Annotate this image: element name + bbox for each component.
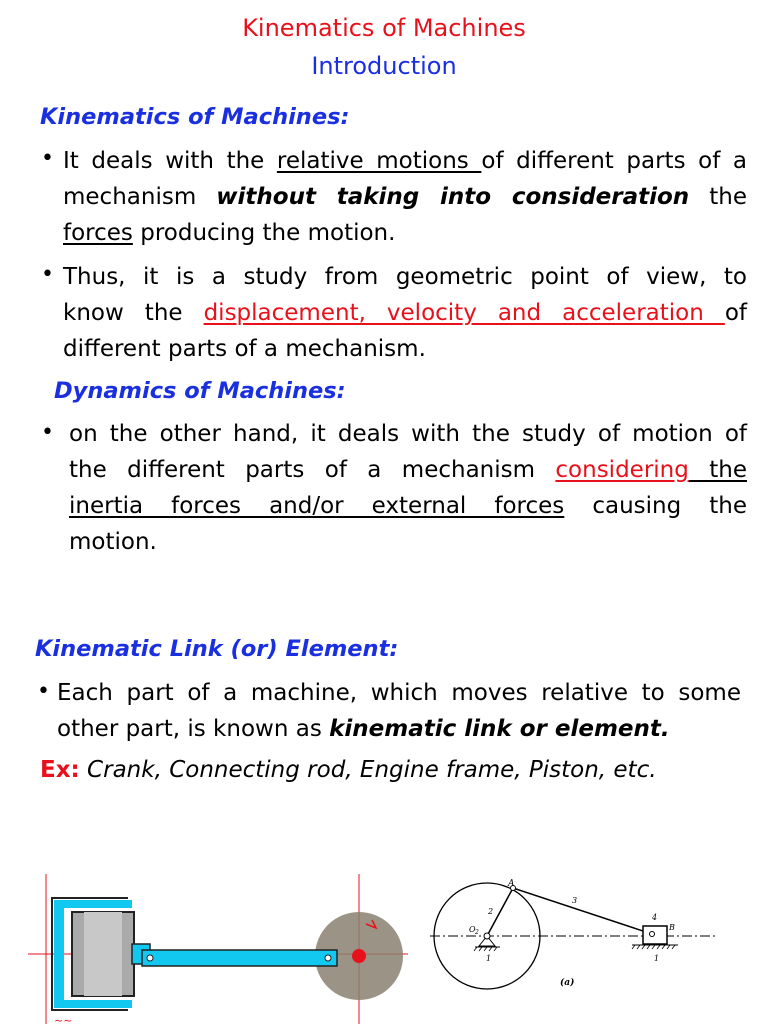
page-title: Kinematics of Machines — [242, 14, 526, 42]
heading-kinematics: Kinematics of Machines: — [40, 104, 350, 130]
slider-crank-schematic — [420, 872, 720, 1002]
label-b: B — [669, 923, 675, 932]
heading-dynamics: Dynamics of Machines: — [54, 378, 346, 404]
heading-kinematic-link: Kinematic Link (or) Element: — [35, 636, 399, 662]
text-line: different parts of a mechanism. — [63, 336, 426, 362]
figure-credit: ~~ — [54, 1014, 73, 1024]
para-dynamics-definition — [69, 416, 747, 560]
text-line: mechanism without taking into consideration the — [63, 184, 747, 210]
label-a: A — [508, 879, 515, 889]
label-link-4: 4 — [652, 913, 658, 922]
text-line: motion. — [69, 529, 157, 555]
para-kinematic-link — [57, 675, 741, 747]
joint-b — [650, 932, 655, 937]
joint-o2 — [484, 933, 490, 939]
crank-center — [352, 949, 366, 963]
bullet-dot: • — [41, 420, 54, 445]
ground-hatch — [474, 947, 497, 951]
figure-caption: (a) — [560, 978, 575, 988]
label-link-2: 2 — [488, 907, 494, 916]
piston-highlight — [84, 912, 122, 996]
bullet-dot: • — [41, 262, 54, 287]
connecting-rod — [142, 950, 337, 966]
examples-label: Ex: — [40, 757, 80, 783]
cylinder-wall — [54, 900, 64, 1008]
para-geometric-view — [63, 259, 747, 367]
slider-block — [643, 926, 667, 944]
label-link-3: 3 — [572, 896, 578, 905]
examples-text: Crank, Connecting rod, Engine frame, Piston, etc. — [79, 757, 657, 783]
slider-ground-hatch — [632, 945, 675, 949]
label-frame-1a: 1 — [486, 954, 492, 963]
label-frame-1b: 1 — [654, 954, 660, 963]
text-line: forces producing the motion. — [63, 220, 396, 246]
text-line: Thus, it is a study from geometric point of view, to — [63, 264, 747, 290]
rod-pin — [147, 955, 153, 961]
text-line: on the other hand, it deals with the study of motion of — [69, 421, 747, 447]
label-o2-sub: 2 — [475, 929, 479, 936]
piston-crank-figure — [28, 874, 408, 1024]
text-line: the different parts of a mechanism considering the — [69, 457, 747, 483]
bullet-dot: • — [37, 679, 50, 704]
text-line: inertia forces and/or external forces causing the — [69, 493, 747, 519]
rod-pin — [325, 955, 331, 961]
examples-line — [40, 757, 657, 783]
cylinder-wall — [54, 1000, 132, 1008]
label-o2: O — [469, 925, 476, 934]
bullet-dot: • — [41, 146, 54, 171]
para-kinematics-definition — [63, 143, 747, 251]
cylinder-wall — [54, 900, 132, 908]
text-line: It deals with the relative motions of different parts of a — [63, 148, 747, 174]
text-line: know the displacement, velocity and acceleration of — [63, 300, 747, 326]
page-subtitle: Introduction — [311, 52, 457, 80]
text-line: other part, is known as kinematic link or element. — [57, 716, 670, 742]
text-line: Each part of a machine, which moves relative to some — [57, 680, 741, 706]
